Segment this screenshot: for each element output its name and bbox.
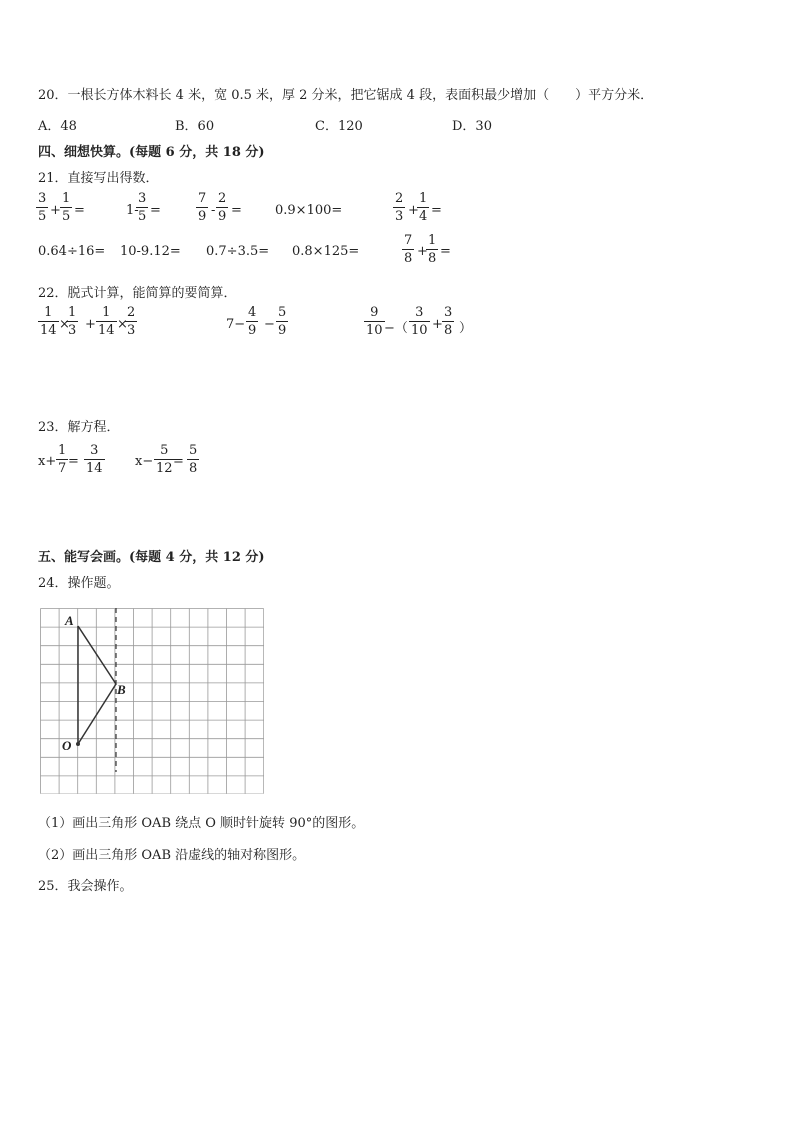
q20-stem: 20．一根长方体木料长 4 米，宽 0.5 米，厚 2 分米，把它锯成 4 段，表面积最少增加（ ）平方分米． (38, 88, 654, 103)
q24-task1: （1）画出三角形 OAB 绕点 O 顺时针旋转 90°的图形。 (38, 816, 365, 831)
q20-option-b: B．60 (175, 119, 215, 134)
section5-title: 五、能写会画。(每题 4 分，共 12 分) (38, 550, 265, 565)
q23-b-frac1: 5 12 (156, 443, 173, 476)
q20-option-c: C．120 (315, 119, 363, 134)
q21-e10-frac2: 1 8 (428, 233, 437, 266)
q22-a-frac2: 1 3 (68, 305, 77, 338)
q22-a-frac1: 1 14 (40, 305, 57, 338)
q21-e2-lead: 1- (126, 203, 139, 218)
q21-e5-frac1: 2 3 (395, 191, 404, 224)
q21-e1-eq: = (74, 203, 85, 218)
q21-e10-op: + (417, 244, 428, 259)
q21-e3-op: - (211, 203, 216, 218)
q22-c-frac2: 3 10 (411, 305, 428, 338)
q21-e6: 0.64÷16= (38, 244, 106, 259)
q23-a-eq: = (68, 454, 79, 469)
q20-option-d: D．30 (452, 119, 492, 134)
q22-c-close: ） (459, 321, 473, 336)
q22-b-lead: 7− (226, 317, 246, 332)
q22-a-plus: + (85, 317, 96, 332)
q21-e1-op: + (50, 203, 61, 218)
q21-e8: 0.7÷3.5= (206, 244, 270, 259)
q22-c-plus: + (432, 317, 443, 332)
section4-title: 四、细想快算。(每题 6 分，共 18 分) (38, 145, 265, 160)
q22-b-frac2: 5 9 (278, 305, 287, 338)
q21-title: 21．直接写出得数． (38, 171, 159, 186)
label-a: A (65, 613, 74, 628)
q21-e5-frac2: 1 4 (419, 191, 428, 224)
q23-b-eq: = (173, 454, 184, 469)
q22-c-frac3: 3 8 (444, 305, 453, 338)
q24-grid-figure (40, 608, 264, 794)
q21-e10-eq: = (440, 244, 451, 259)
q21-e7: 10-9.12= (120, 244, 181, 259)
q22-a-times2: × (117, 317, 128, 332)
q24-title: 24．操作题。 (38, 576, 120, 591)
q20-option-a: A．48 (38, 119, 77, 134)
q22-c-frac1: 9 10 (366, 305, 383, 338)
segment-ab (78, 626, 116, 684)
q24-grid-svg (40, 608, 264, 794)
q21-e4: 0.9×100= (275, 203, 343, 218)
segment-bo (78, 684, 116, 744)
q22-title: 22．脱式计算，能简算的要简算． (38, 286, 237, 301)
q22-b-minus: − (264, 317, 275, 332)
q23-a-frac1: 1 7 (58, 443, 67, 476)
q25-title: 25．我会操作。 (38, 879, 133, 894)
q21-e1-frac1: 3 5 (38, 191, 47, 224)
q24-task2: （2）画出三角形 OAB 沿虚线的轴对称图形。 (38, 848, 306, 863)
q21-e5-eq: = (431, 203, 442, 218)
q23-a-frac2: 3 14 (86, 443, 103, 476)
q22-b-frac1: 4 9 (248, 305, 257, 338)
q21-e3-frac2: 2 9 (218, 191, 227, 224)
label-o: O (62, 738, 72, 753)
q23-a-lead: x+ (38, 454, 57, 469)
point-o-dot (76, 742, 80, 746)
q21-e5-op: + (408, 203, 419, 218)
q21-e1-frac2: 1 5 (62, 191, 71, 224)
q21-e9: 0.8×125= (292, 244, 360, 259)
q23-title: 23．解方程． (38, 420, 120, 435)
label-b: B (117, 682, 126, 697)
q22-c-minus: −（ (384, 321, 408, 336)
q21-e2-frac: 3 5 (138, 191, 147, 224)
q21-e3-frac1: 7 9 (198, 191, 207, 224)
q21-e2-eq: = (150, 203, 161, 218)
q21-e10-frac1: 7 8 (404, 233, 413, 266)
q22-a-times1: × (59, 317, 70, 332)
q23-b-lead: x− (135, 454, 154, 469)
q21-e3-eq: = (231, 203, 242, 218)
q23-b-frac2: 5 8 (189, 443, 198, 476)
q22-a-frac3: 1 14 (98, 305, 115, 338)
q22-a-frac4: 2 3 (127, 305, 136, 338)
